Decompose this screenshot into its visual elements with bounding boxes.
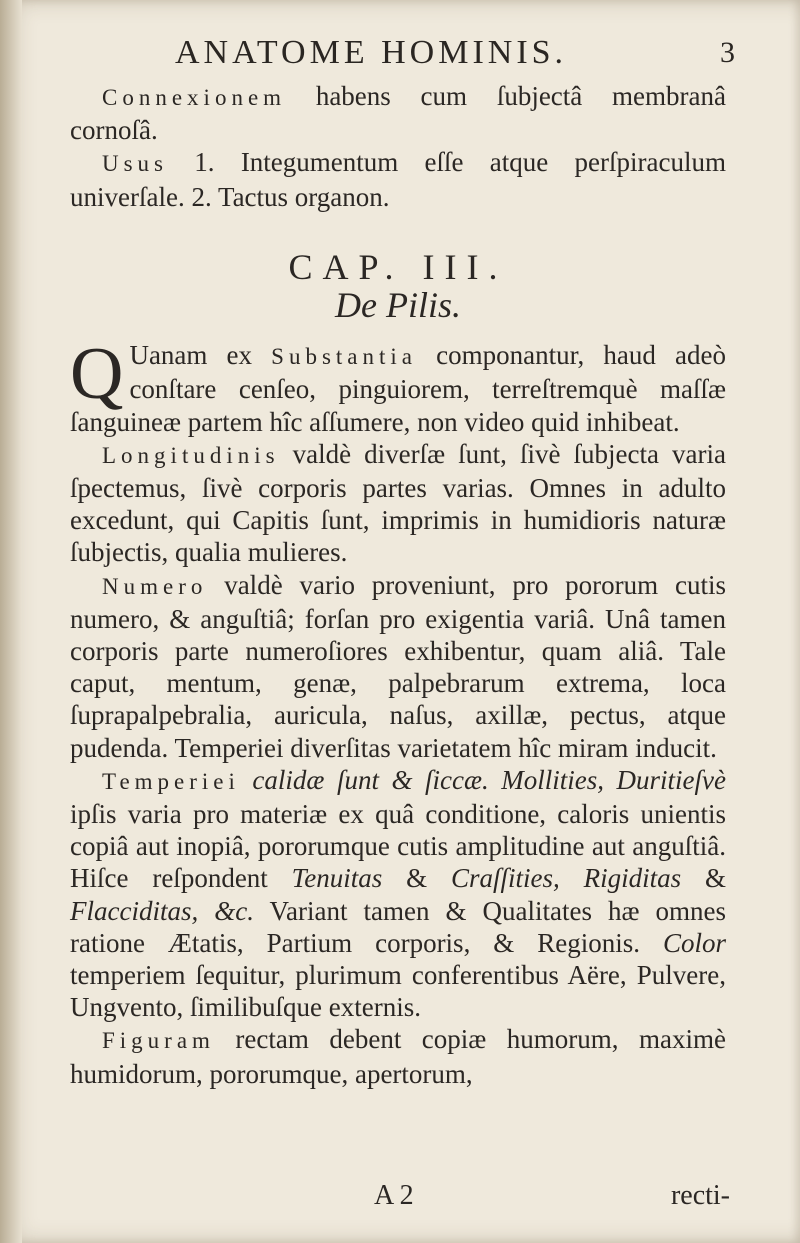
p4-text-1: ipſis varia pro materiæ ex quâ conditione, caloris unientis copiâ aut inopiâ, pororumque cutis amplitudine aut anguſtiâ. Hiſce reſpondent [70,799,726,894]
p4-italic-5: Color [662,927,726,958]
p4-italic-1: calidæ ſunt & ſiccæ. Mollities, Duritieſvè [239,764,726,795]
p5-text: rectam debent copiæ humorum, maximè humidorum, pororumque, apertorum, [70,1024,726,1089]
page-number: 3 [720,36,735,69]
keyword-numero: Numero [102,573,208,599]
paragraph-figuram [70,1023,726,1089]
catchword: recti- [670,1180,730,1211]
page-footer [300,1180,730,1220]
p4-text-3: & [681,863,726,894]
p4-text-2: & [382,863,451,894]
signature-mark: A 2 [374,1180,414,1211]
p4-italic-3: Craſſities, Rigiditas [450,863,682,894]
running-title: ANATOME HOMINIS. [175,34,568,71]
paragraph-usus [70,146,726,212]
p4-text-5: temperiem ſequitur, plurimum conferentibus Aëre, Pulvere, Ungvento, ſimilibuſque externis. [70,960,726,1023]
paragraph-temperiei [70,764,726,1024]
keyword-figuram: Figuram [102,1028,215,1054]
paragraph-numero [70,569,726,764]
keyword-temperiei: Temperiei [102,768,240,794]
keyword-substantia: Substantia [271,344,418,370]
p1-head: Uanam ex [129,340,272,371]
paragraph-substantia [70,333,726,438]
page-text [70,80,726,1090]
page-gutter-shadow [0,0,22,1243]
p3-text: valdè vario proveniunt, pro pororum cutis numero, & anguſtiâ; forſan pro exigentia variâ. Unâ tamen corporis parte numeroſiores exhibentur, quam aliâ. Tale caput, mentum, genæ, palpebrarum extrema, loca ſuprapalpebralia, auricula, naſus, axillæ, pectus, atque pudenda. Temperiei diverſitas varietatem hîc miram inducit. [70,569,726,763]
p4-text-4: Variant tamen & Qualitates hæ omnes ratione Ætatis, Partium corporis, & Regionis. [70,895,726,958]
p2-text: valdè diverſæ ſunt, ſivè ſubjecta varia ſpectemus, ſivè corporis partes varias. Omnes in adulto excedunt, qui Capitis ſunt, imprimis in humidioris naturæ ſubjectis, qualia mulieres. [70,438,726,568]
connexio-text: habens cum ſubjectâ membranâ cornoſâ. [70,81,726,146]
chapter-title: CAP. III. [288,246,508,287]
keyword-connexionem: Connexionem [102,85,287,110]
paragraph-longitudinis [70,438,726,569]
p4-italic-4: Flacciditas, &c. [70,895,254,926]
keyword-longitudinis: Longitudinis [102,442,280,468]
p4-italic-2: Tenuitas [291,863,383,894]
chapter-subtitle: De Pilis. [335,285,461,326]
usus-text: 1. Integumentum eſſe atque perſpiraculum univerſale. 2. Tactus organon. [70,147,726,212]
p1-text: componantur, haud adeò conſtare cenſeo, pinguiorem, terreſtremquè maſſæ ſanguineæ partem hîc aſſumere, non video quid inhibeat. [70,340,726,437]
keyword-usus: Usus [102,151,169,177]
page-header [175,34,735,84]
drop-cap: Q [70,333,124,416]
paragraph-connexio [70,80,726,146]
